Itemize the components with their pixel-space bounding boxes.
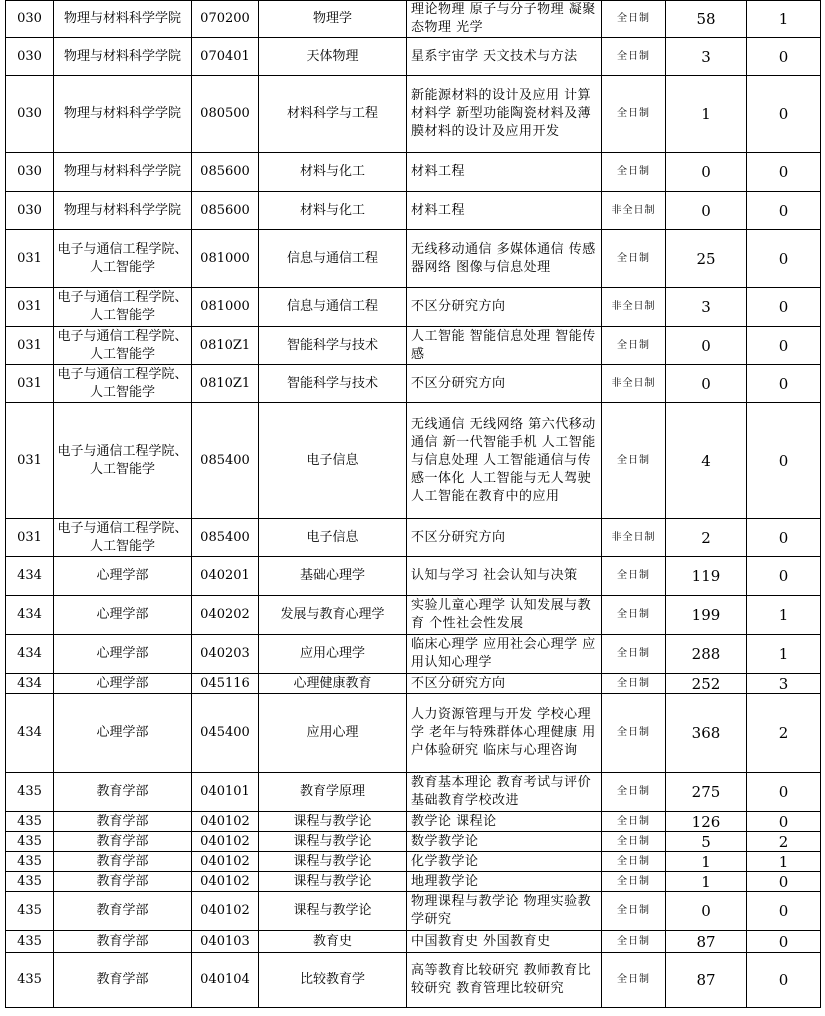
table-row bbox=[6, 812, 821, 832]
table-row bbox=[6, 1, 821, 38]
dept-code-cell: 031 bbox=[6, 365, 54, 403]
study-mode-cell: 全日制 bbox=[602, 931, 666, 953]
research-direction-cell: 教育基本理论 教育考试与评价 基础教育学校改进 bbox=[407, 773, 602, 812]
study-mode-cell: 全日制 bbox=[602, 953, 666, 1008]
dept-code-cell: 435 bbox=[6, 812, 54, 832]
table-row bbox=[6, 230, 821, 288]
count-a-cell: 275 bbox=[666, 773, 747, 812]
dept-code-cell: 434 bbox=[6, 557, 54, 596]
study-mode-cell: 全日制 bbox=[602, 230, 666, 288]
table-row bbox=[6, 403, 821, 519]
dept-name-cell: 教育学部 bbox=[54, 953, 192, 1008]
major-code-cell: 085600 bbox=[192, 153, 259, 192]
major-name-cell: 基础心理学 bbox=[259, 557, 407, 596]
table-row bbox=[6, 953, 821, 1008]
count-a-cell: 288 bbox=[666, 635, 747, 674]
count-b-cell: 0 bbox=[747, 288, 821, 327]
study-mode-cell: 全日制 bbox=[602, 852, 666, 872]
dept-name-cell: 物理与材料科学学院 bbox=[54, 1, 192, 38]
dept-name-cell: 教育学部 bbox=[54, 773, 192, 812]
research-direction-cell: 无线通信 无线网络 第六代移动通信 新一代智能手机 人工智能与信息处理 人工智能通信与传感一体化 人工智能与无人驾驶 人工智能在教育中的应用 bbox=[407, 403, 602, 519]
count-b-cell: 0 bbox=[747, 519, 821, 557]
major-code-cell: 040201 bbox=[192, 557, 259, 596]
research-direction-cell: 物理课程与教学论 物理实验教学研究 bbox=[407, 892, 602, 931]
count-a-cell: 252 bbox=[666, 674, 747, 694]
count-a-cell: 0 bbox=[666, 327, 747, 365]
count-a-cell: 87 bbox=[666, 953, 747, 1008]
research-direction-cell: 认知与学习 社会认知与决策 bbox=[407, 557, 602, 596]
major-code-cell: 081000 bbox=[192, 288, 259, 327]
count-a-cell: 58 bbox=[666, 1, 747, 38]
research-direction-cell: 不区分研究方向 bbox=[407, 365, 602, 403]
study-mode-cell: 全日制 bbox=[602, 872, 666, 892]
table-row bbox=[6, 852, 821, 872]
major-code-cell: 045116 bbox=[192, 674, 259, 694]
dept-name-cell: 教育学部 bbox=[54, 872, 192, 892]
major-name-cell: 教育学原理 bbox=[259, 773, 407, 812]
major-name-cell: 天体物理 bbox=[259, 38, 407, 76]
major-code-cell: 040104 bbox=[192, 953, 259, 1008]
table-row bbox=[6, 773, 821, 812]
study-mode-cell: 全日制 bbox=[602, 694, 666, 773]
dept-name-cell: 电子与通信工程学院、人工智能学 bbox=[54, 230, 192, 288]
dept-code-cell: 435 bbox=[6, 832, 54, 852]
major-name-cell: 信息与通信工程 bbox=[259, 230, 407, 288]
research-direction-cell: 教学论 课程论 bbox=[407, 812, 602, 832]
major-code-cell: 040102 bbox=[192, 852, 259, 872]
dept-name-cell: 物理与材料科学学院 bbox=[54, 38, 192, 76]
major-name-cell: 电子信息 bbox=[259, 519, 407, 557]
research-direction-cell: 不区分研究方向 bbox=[407, 674, 602, 694]
study-mode-cell: 全日制 bbox=[602, 674, 666, 694]
count-a-cell: 0 bbox=[666, 892, 747, 931]
dept-name-cell: 教育学部 bbox=[54, 832, 192, 852]
study-mode-cell: 非全日制 bbox=[602, 365, 666, 403]
count-b-cell: 3 bbox=[747, 674, 821, 694]
major-name-cell: 智能科学与技术 bbox=[259, 365, 407, 403]
major-code-cell: 070200 bbox=[192, 1, 259, 38]
major-name-cell: 课程与教学论 bbox=[259, 832, 407, 852]
table-row bbox=[6, 694, 821, 773]
dept-code-cell: 030 bbox=[6, 76, 54, 153]
study-mode-cell: 全日制 bbox=[602, 812, 666, 832]
research-direction-cell: 材料工程 bbox=[407, 153, 602, 192]
dept-code-cell: 031 bbox=[6, 519, 54, 557]
major-code-cell: 081000 bbox=[192, 230, 259, 288]
dept-code-cell: 435 bbox=[6, 852, 54, 872]
major-name-cell: 应用心理 bbox=[259, 694, 407, 773]
dept-code-cell: 434 bbox=[6, 635, 54, 674]
count-b-cell: 1 bbox=[747, 1, 821, 38]
major-name-cell: 课程与教学论 bbox=[259, 852, 407, 872]
dept-code-cell: 434 bbox=[6, 694, 54, 773]
study-mode-cell: 非全日制 bbox=[602, 519, 666, 557]
count-a-cell: 1 bbox=[666, 872, 747, 892]
count-a-cell: 87 bbox=[666, 931, 747, 953]
study-mode-cell: 全日制 bbox=[602, 635, 666, 674]
study-mode-cell: 全日制 bbox=[602, 892, 666, 931]
count-a-cell: 3 bbox=[666, 38, 747, 76]
research-direction-cell: 不区分研究方向 bbox=[407, 288, 602, 327]
major-code-cell: 040102 bbox=[192, 872, 259, 892]
research-direction-cell: 地理教学论 bbox=[407, 872, 602, 892]
count-b-cell: 0 bbox=[747, 557, 821, 596]
dept-name-cell: 电子与通信工程学院、人工智能学 bbox=[54, 403, 192, 519]
count-a-cell: 1 bbox=[666, 76, 747, 153]
count-a-cell: 0 bbox=[666, 153, 747, 192]
research-direction-cell: 化学教学论 bbox=[407, 852, 602, 872]
table-row bbox=[6, 635, 821, 674]
major-name-cell: 心理健康教育 bbox=[259, 674, 407, 694]
major-code-cell: 085600 bbox=[192, 192, 259, 230]
study-mode-cell: 非全日制 bbox=[602, 288, 666, 327]
table-row bbox=[6, 38, 821, 76]
count-b-cell: 1 bbox=[747, 635, 821, 674]
dept-name-cell: 教育学部 bbox=[54, 931, 192, 953]
count-a-cell: 126 bbox=[666, 812, 747, 832]
study-mode-cell: 全日制 bbox=[602, 557, 666, 596]
table-row bbox=[6, 153, 821, 192]
table-row bbox=[6, 76, 821, 153]
count-b-cell: 1 bbox=[747, 852, 821, 872]
dept-code-cell: 435 bbox=[6, 872, 54, 892]
research-direction-cell: 新能源材料的设计及应用 计算材料学 新型功能陶瓷材料及薄膜材料的设计及应用开发 bbox=[407, 76, 602, 153]
research-direction-cell: 人工智能 智能信息处理 智能传感 bbox=[407, 327, 602, 365]
table-row bbox=[6, 892, 821, 931]
dept-code-cell: 435 bbox=[6, 953, 54, 1008]
research-direction-cell: 临床心理学 应用社会心理学 应用认知心理学 bbox=[407, 635, 602, 674]
dept-code-cell: 030 bbox=[6, 153, 54, 192]
dept-code-cell: 031 bbox=[6, 403, 54, 519]
dept-name-cell: 教育学部 bbox=[54, 892, 192, 931]
count-b-cell: 0 bbox=[747, 192, 821, 230]
study-mode-cell: 全日制 bbox=[602, 832, 666, 852]
count-a-cell: 1 bbox=[666, 852, 747, 872]
count-b-cell: 2 bbox=[747, 694, 821, 773]
count-a-cell: 119 bbox=[666, 557, 747, 596]
count-b-cell: 0 bbox=[747, 953, 821, 1008]
dept-name-cell: 心理学部 bbox=[54, 635, 192, 674]
count-b-cell: 0 bbox=[747, 403, 821, 519]
major-code-cell: 0810Z1 bbox=[192, 365, 259, 403]
major-code-cell: 085400 bbox=[192, 519, 259, 557]
dept-code-cell: 031 bbox=[6, 288, 54, 327]
major-name-cell: 教育史 bbox=[259, 931, 407, 953]
major-name-cell: 比较教育学 bbox=[259, 953, 407, 1008]
major-name-cell: 材料与化工 bbox=[259, 192, 407, 230]
count-a-cell: 368 bbox=[666, 694, 747, 773]
count-b-cell: 0 bbox=[747, 76, 821, 153]
table-row bbox=[6, 365, 821, 403]
dept-code-cell: 435 bbox=[6, 773, 54, 812]
major-name-cell: 发展与教育心理学 bbox=[259, 596, 407, 635]
study-mode-cell: 全日制 bbox=[602, 153, 666, 192]
table-row bbox=[6, 832, 821, 852]
study-mode-cell: 全日制 bbox=[602, 38, 666, 76]
major-name-cell: 物理学 bbox=[259, 1, 407, 38]
count-a-cell: 2 bbox=[666, 519, 747, 557]
major-code-cell: 040101 bbox=[192, 773, 259, 812]
major-code-cell: 045400 bbox=[192, 694, 259, 773]
dept-name-cell: 物理与材料科学学院 bbox=[54, 153, 192, 192]
dept-name-cell: 电子与通信工程学院、人工智能学 bbox=[54, 288, 192, 327]
count-b-cell: 0 bbox=[747, 773, 821, 812]
major-name-cell: 电子信息 bbox=[259, 403, 407, 519]
count-a-cell: 4 bbox=[666, 403, 747, 519]
table-row bbox=[6, 327, 821, 365]
count-a-cell: 0 bbox=[666, 192, 747, 230]
research-direction-cell: 不区分研究方向 bbox=[407, 519, 602, 557]
count-a-cell: 25 bbox=[666, 230, 747, 288]
major-name-cell: 课程与教学论 bbox=[259, 872, 407, 892]
research-direction-cell: 实验儿童心理学 认知发展与教育 个性社会性发展 bbox=[407, 596, 602, 635]
dept-code-cell: 030 bbox=[6, 38, 54, 76]
dept-name-cell: 心理学部 bbox=[54, 596, 192, 635]
table-row bbox=[6, 288, 821, 327]
major-name-cell: 信息与通信工程 bbox=[259, 288, 407, 327]
major-code-cell: 085400 bbox=[192, 403, 259, 519]
table-row bbox=[6, 872, 821, 892]
count-b-cell: 0 bbox=[747, 38, 821, 76]
table-row bbox=[6, 192, 821, 230]
major-code-cell: 0810Z1 bbox=[192, 327, 259, 365]
dept-name-cell: 教育学部 bbox=[54, 852, 192, 872]
major-name-cell: 智能科学与技术 bbox=[259, 327, 407, 365]
research-direction-cell: 理论物理 原子与分子物理 凝聚态物理 光学 bbox=[407, 1, 602, 38]
table-row bbox=[6, 519, 821, 557]
study-mode-cell: 全日制 bbox=[602, 596, 666, 635]
major-code-cell: 080500 bbox=[192, 76, 259, 153]
count-b-cell: 0 bbox=[747, 931, 821, 953]
dept-name-cell: 物理与材料科学学院 bbox=[54, 76, 192, 153]
table-row bbox=[6, 596, 821, 635]
dept-code-cell: 030 bbox=[6, 1, 54, 38]
research-direction-cell: 材料工程 bbox=[407, 192, 602, 230]
major-code-cell: 040202 bbox=[192, 596, 259, 635]
study-mode-cell: 非全日制 bbox=[602, 192, 666, 230]
dept-code-cell: 030 bbox=[6, 192, 54, 230]
table-row bbox=[6, 557, 821, 596]
dept-name-cell: 心理学部 bbox=[54, 674, 192, 694]
research-direction-cell: 高等教育比较研究 教师教育比较研究 教育管理比较研究 bbox=[407, 953, 602, 1008]
dept-code-cell: 031 bbox=[6, 230, 54, 288]
major-name-cell: 材料与化工 bbox=[259, 153, 407, 192]
count-b-cell: 0 bbox=[747, 812, 821, 832]
major-name-cell: 材料科学与工程 bbox=[259, 76, 407, 153]
dept-name-cell: 教育学部 bbox=[54, 812, 192, 832]
major-name-cell: 课程与教学论 bbox=[259, 812, 407, 832]
count-b-cell: 0 bbox=[747, 892, 821, 931]
dept-code-cell: 031 bbox=[6, 327, 54, 365]
major-code-cell: 040102 bbox=[192, 812, 259, 832]
dept-name-cell: 电子与通信工程学院、人工智能学 bbox=[54, 365, 192, 403]
major-code-cell: 070401 bbox=[192, 38, 259, 76]
count-a-cell: 0 bbox=[666, 365, 747, 403]
table-body bbox=[6, 1, 821, 1008]
major-name-cell: 应用心理学 bbox=[259, 635, 407, 674]
research-direction-cell: 无线移动通信 多媒体通信 传感器网络 图像与信息处理 bbox=[407, 230, 602, 288]
table-row bbox=[6, 931, 821, 953]
major-code-cell: 040103 bbox=[192, 931, 259, 953]
research-direction-cell: 星系宇宙学 天文技术与方法 bbox=[407, 38, 602, 76]
admissions-table bbox=[5, 0, 821, 1008]
major-code-cell: 040102 bbox=[192, 892, 259, 931]
dept-code-cell: 435 bbox=[6, 931, 54, 953]
count-a-cell: 3 bbox=[666, 288, 747, 327]
study-mode-cell: 全日制 bbox=[602, 327, 666, 365]
research-direction-cell: 人力资源管理与开发 学校心理学 老年与特殊群体心理健康 用户体验研究 临床与心理咨询 bbox=[407, 694, 602, 773]
count-b-cell: 0 bbox=[747, 153, 821, 192]
study-mode-cell: 全日制 bbox=[602, 773, 666, 812]
dept-code-cell: 435 bbox=[6, 892, 54, 931]
dept-name-cell: 物理与材料科学学院 bbox=[54, 192, 192, 230]
research-direction-cell: 中国教育史 外国教育史 bbox=[407, 931, 602, 953]
research-direction-cell: 数学教学论 bbox=[407, 832, 602, 852]
dept-code-cell: 434 bbox=[6, 596, 54, 635]
study-mode-cell: 全日制 bbox=[602, 76, 666, 153]
dept-code-cell: 434 bbox=[6, 674, 54, 694]
count-a-cell: 199 bbox=[666, 596, 747, 635]
major-code-cell: 040102 bbox=[192, 832, 259, 852]
count-b-cell: 0 bbox=[747, 365, 821, 403]
study-mode-cell: 全日制 bbox=[602, 403, 666, 519]
dept-name-cell: 电子与通信工程学院、人工智能学 bbox=[54, 327, 192, 365]
count-a-cell: 5 bbox=[666, 832, 747, 852]
count-b-cell: 0 bbox=[747, 230, 821, 288]
major-code-cell: 040203 bbox=[192, 635, 259, 674]
major-name-cell: 课程与教学论 bbox=[259, 892, 407, 931]
count-b-cell: 1 bbox=[747, 596, 821, 635]
table-row bbox=[6, 674, 821, 694]
count-b-cell: 0 bbox=[747, 327, 821, 365]
count-b-cell: 2 bbox=[747, 832, 821, 852]
study-mode-cell: 全日制 bbox=[602, 1, 666, 38]
dept-name-cell: 心理学部 bbox=[54, 694, 192, 773]
count-b-cell: 0 bbox=[747, 872, 821, 892]
dept-name-cell: 电子与通信工程学院、人工智能学 bbox=[54, 519, 192, 557]
dept-name-cell: 心理学部 bbox=[54, 557, 192, 596]
